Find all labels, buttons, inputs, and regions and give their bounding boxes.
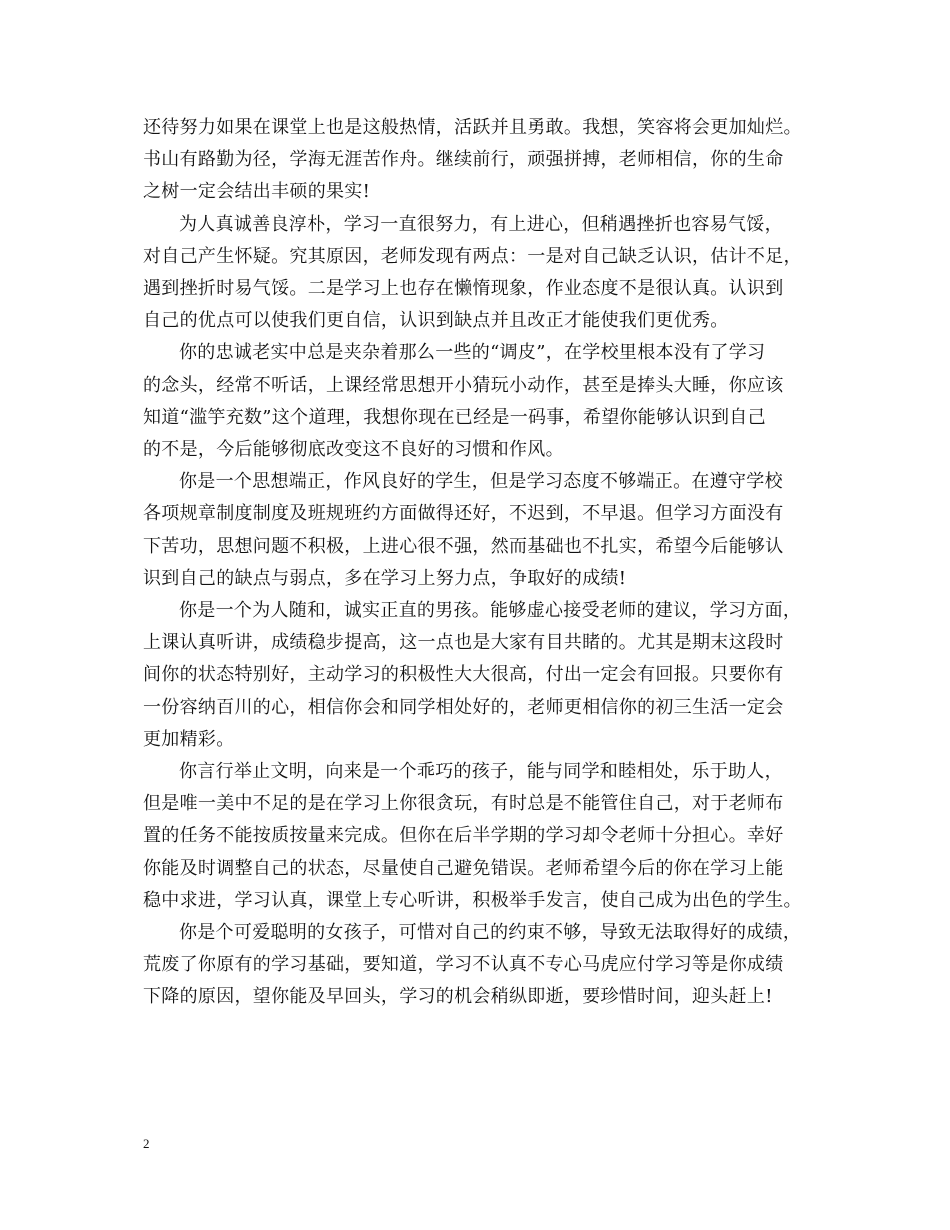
text-line: 各项规章制度制度及班规班约方面做得还好，不迟到，不早退。但学习方面没有 bbox=[143, 503, 784, 525]
text-line: 荒废了你原有的学习基础，要知道，学习不认真不专心马虎应付学习等是你成绩 bbox=[143, 954, 784, 976]
text-line: 之树一定会结出丰硕的果实! bbox=[143, 181, 371, 203]
text-line: 下降的原因，望你能及早回头，学习的机会稍纵即逝，要珍惜时间，迎头赶上! bbox=[143, 986, 773, 1008]
text-line: 一份容纳百川的心，相信你会和同学相处好的，老师更相信你的初三生活一定会 bbox=[143, 696, 784, 718]
text-line: 为人真诚善良淳朴，学习一直很努力，有上进心，但稍遇挫折也容易气馁， bbox=[179, 213, 783, 235]
text-line: 识到自己的缺点与弱点，多在学习上努力点，争取好的成绩! bbox=[143, 567, 627, 589]
text-line: 你是个可爱聪明的女孩子，可惜对自己的约束不够，导致无法取得好的成绩， bbox=[179, 922, 802, 944]
text-line: 间你的状态特别好，主动学习的积极性大大很高，付出一定会有回报。只要你有 bbox=[143, 664, 784, 686]
paragraph-comment-2 bbox=[143, 209, 813, 338]
text-line: 的念头，经常不听话，上课经常思想开小猜玩小动作，甚至是捧头大睡，你应该 bbox=[143, 374, 784, 396]
text-line: 还待努力如果在课堂上也是这般热情，活跃并且勇敢。我想，笑容将会更加灿烂。 bbox=[143, 117, 802, 138]
paragraph-continuation bbox=[143, 112, 813, 209]
text-line: 更加精彩。 bbox=[143, 728, 235, 750]
text-line: 知道“滥竽充数”这个道理，我想你现在已经是一码事，希望你能够认识到自己 bbox=[143, 406, 766, 428]
text-line: 自己的优点可以使我们更自信，认识到缺点并且改正才能使我们更优秀。 bbox=[143, 310, 729, 332]
text-line: 你能及时调整自己的状态，尽量使自己避免错误。老师希望今后的你在学习上能 bbox=[143, 857, 784, 879]
paragraph-comment-7 bbox=[143, 917, 813, 1014]
text-line: 置的任务不能按质按量来完成。但你在后半学期的学习却令老师十分担心。幸好 bbox=[143, 825, 784, 847]
text-line: 对自己产生怀疑。究其原因，老师发现有两点：一是对自己缺乏认识，估计不足， bbox=[143, 245, 802, 267]
text-line: 你是一个为人随和，诚实正直的男孩。能够虚心接受老师的建议，学习方面， bbox=[179, 600, 802, 622]
text-line: 你是一个思想端正，作风良好的学生，但是学习态度不够端正。在遵守学校 bbox=[179, 471, 783, 493]
text-line: 遇到挫折时易气馁。二是学习上也存在懒惰现象，作业态度不是很认真。认识到 bbox=[143, 278, 784, 300]
text-line: 下苦功，思想问题不积极，上进心很不强，然而基础也不扎实，希望今后能够认 bbox=[143, 535, 784, 557]
text-line: 稳中求进，学习认真，课堂上专心听讲，积极举手发言，使自己成为出色的学生。 bbox=[143, 889, 802, 911]
text-line: 你的忠诚老实中总是夹杂着那么一些的“调皮”，在学校里根本没有了学习 bbox=[179, 342, 766, 364]
paragraph-comment-5 bbox=[143, 595, 813, 756]
text-line: 你言行举止文明，向来是一个乖巧的孩子，能与同学和睦相处，乐于助人， bbox=[179, 761, 783, 783]
text-line: 上课认真听讲，成绩稳步提高，这一点也是大家有目共睹的。尤其是期末这段时 bbox=[143, 632, 784, 654]
paragraph-comment-6 bbox=[143, 756, 813, 917]
paragraph-comment-3 bbox=[143, 337, 813, 466]
page-number: 2 bbox=[143, 1136, 150, 1151]
paragraph-comment-4 bbox=[143, 466, 813, 595]
document-body bbox=[143, 112, 813, 1014]
text-line: 但是唯一美中不足的是在学习上你很贪玩，有时总是不能管住自己，对于老师布 bbox=[143, 793, 784, 815]
text-line: 的不是，今后能够彻底改变这不良好的习惯和作风。 bbox=[143, 439, 564, 461]
text-line: 书山有路勤为径，学海无涯苦作舟。继续前行，顽强拼搏，老师相信，你的生命 bbox=[143, 149, 784, 171]
